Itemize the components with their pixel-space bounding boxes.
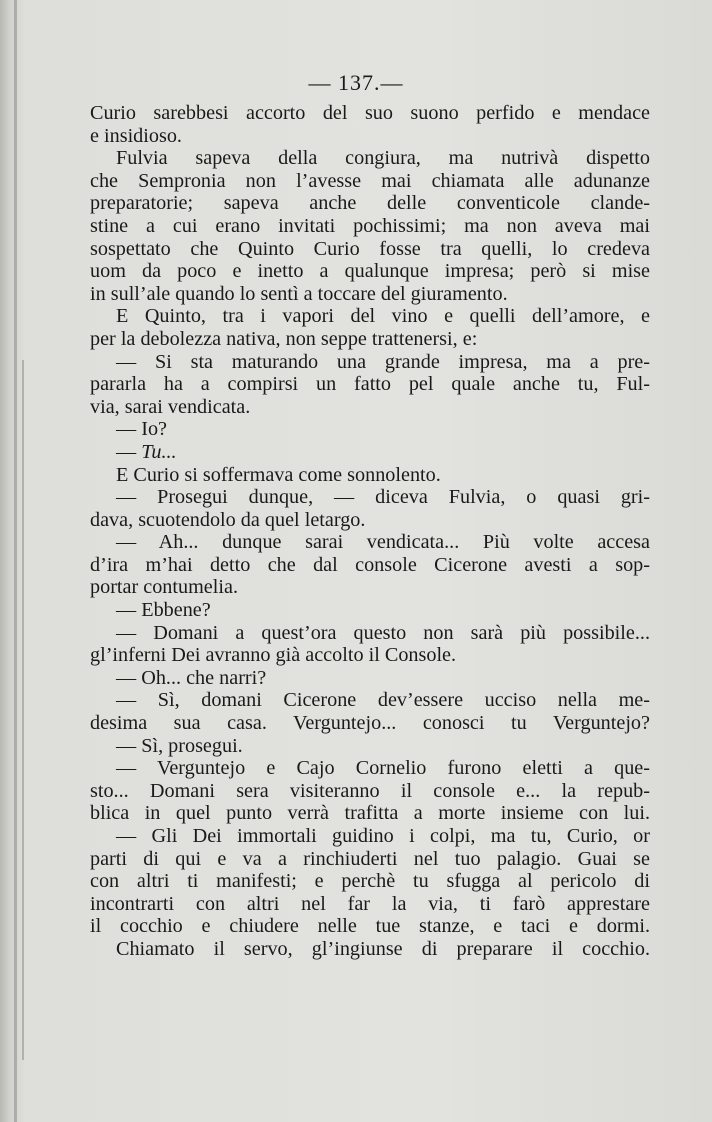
text-line: — Ebbene? [116,599,211,622]
text-line: per la debolezza nativa, non seppe trattenersi, e: [90,327,478,350]
text-line: stine a cui erano invitati pochissimi; ma non aveva mai [90,214,650,237]
text-line: con altri ti manifesti; e perchè tu sfugga al pericolo di [90,870,650,893]
text-line: in sull’ale quando lo sentì a toccare del giuramento. [90,282,508,305]
text-line: sto... Domani sera visiteranno il console e... la repub- [90,779,650,802]
text-line: dava, scuotendolo da quel letargo. [90,508,366,531]
text-line: desima sua casa. Verguntejo... conosci tu Verguntejo? [90,712,650,735]
text-line: e insidioso. [90,124,182,147]
text-line: — Prosegui dunque, — diceva Fulvia, o quasi gri- [116,486,650,509]
text-line: — Sì, domani Cicerone dev’essere ucciso nella me- [116,689,650,712]
text-line: preparatorie; sapeva anche delle conventicole clande- [90,192,650,215]
text-line: d’ira m’hai detto che dal console Cicerone avesti a sop- [90,553,650,576]
text-line: Fulvia sapeva della congiura, ma nutrivà dispetto [116,147,650,170]
text-line: — Verguntejo e Cajo Cornelio furono eletti a que- [116,757,650,780]
text-line: — Gli Dei immortali guidino i colpi, ma tu, Curio, or [116,825,650,847]
text-line: pararla ha a compirsi un fatto pel quale anche tu, Ful- [90,373,650,396]
text-line: E Quinto, tra i vapori del vino e quelli dell’amore, e [116,305,650,328]
page-number: — 137.— [308,70,404,95]
text-line: parti di qui e va a rinchiuderti nel tuo palagio. Guai se [90,847,650,870]
text-line: Chiamato il servo, gl’ingiunse di preparare il cocchio. [116,937,650,960]
text-line: — Io? [116,418,168,441]
text-line: — Oh... che narri? [116,666,267,689]
text-line: sospettato che Quinto Curio fosse tra quelli, lo credeva [90,237,650,260]
text-line: il cocchio e chiudere nelle tue stanze, e taci e dormi. [90,915,650,938]
text-line: uom da poco e inetto a qualunque impresa; però si mise [90,260,650,283]
text-line: — Ah... dunque sarai vendicata... Più volte accesa [116,531,650,554]
text-line: gl’inferni Dei avranno già accolto il Console. [90,644,457,667]
text-line: blica in quel punto verrà trafitta a morte insieme con lui. [90,802,650,825]
text-line: E Curio si soffermava come sonnolento. [116,463,441,486]
text-line: portar contumelia. [90,576,238,599]
text-line: incontrarti con altri nel far la via, ti farò apprestare [90,892,650,915]
text-line: Curio sarebbesi accorto del suo suono perfido e mendace [90,102,650,124]
italic-word: Tu... [141,440,177,463]
text-line: via, sarai vendicata. [90,395,251,418]
body-text [90,102,650,961]
text-line: che Sempronia non l’avesse mai chiamata alle adunanze [90,169,650,192]
text-line: — Si sta maturando una grande impresa, ma a pre- [116,350,650,373]
binding-edge [22,360,24,1060]
text-line: — Sì, prosegui. [116,734,243,757]
text-line: — Tu... [116,440,177,463]
binding-shadow [14,0,17,1122]
text-line: — Domani a quest’ora questo non sarà più possibile... [116,621,650,644]
